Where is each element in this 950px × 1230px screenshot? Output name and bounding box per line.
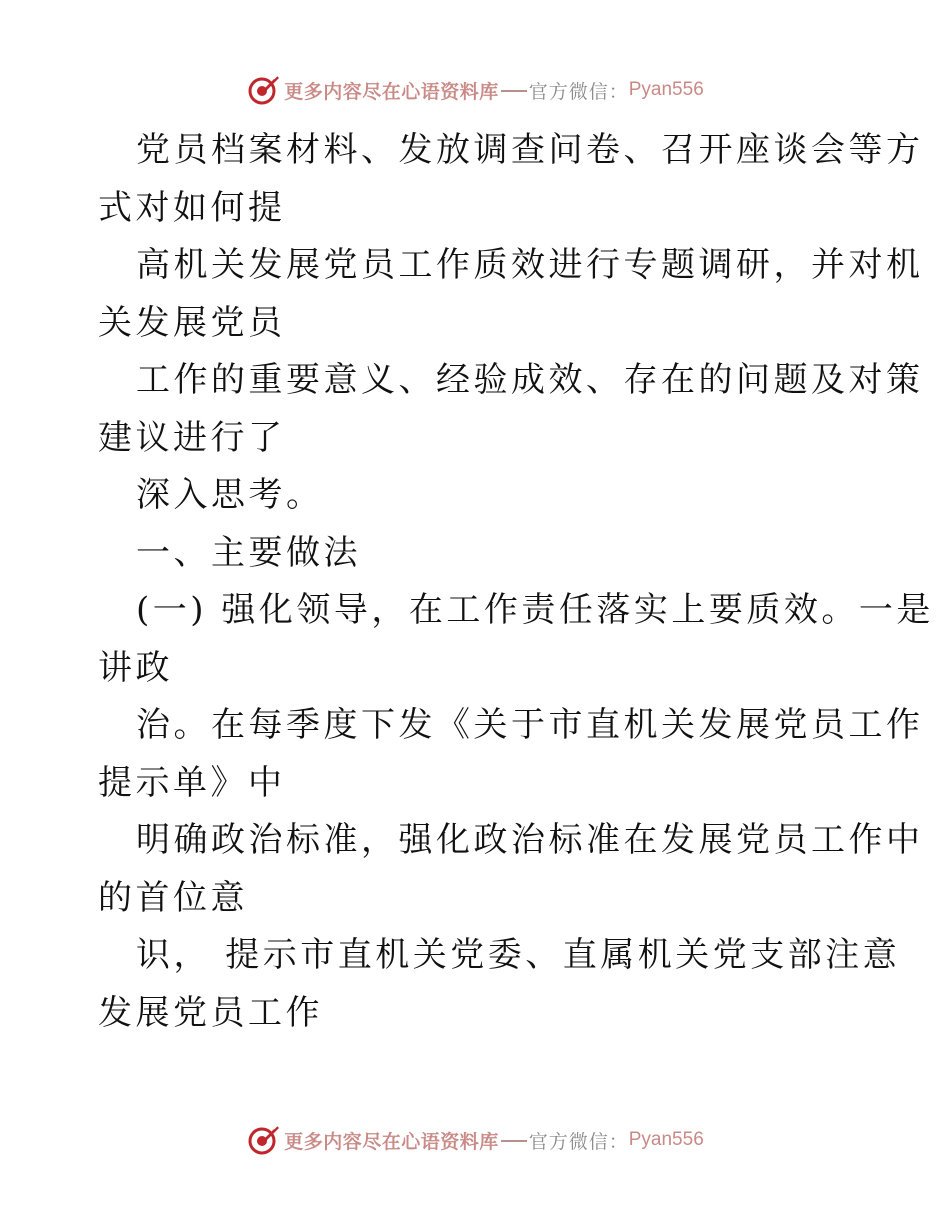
header-watermark-banner <box>0 72 950 108</box>
pen-circle-logo-icon <box>246 73 280 107</box>
body-line: 的首位意 <box>98 877 248 918</box>
subsection-line: (一) 强化领导，在工作责任落实上要质效。一是 <box>136 590 934 630</box>
pen-circle-logo-icon <box>246 1123 280 1157</box>
footer-official-label: 官方微信： <box>528 1130 629 1153</box>
document-body <box>98 122 934 1042</box>
header-official-label: 官方微信： <box>528 80 629 103</box>
body-line: 建议进行了 <box>98 417 286 458</box>
footer-brand-text: 更多内容尽在心语资料库 <box>284 1130 499 1153</box>
body-line: 深入思考。 <box>136 475 324 515</box>
body-line: 高机关发展党员工作质效进行专题调研，并对机 <box>136 245 924 285</box>
body-line: 式对如何提 <box>98 187 286 228</box>
body-line: 工作的重要意义、经验成效、存在的问题及对策 <box>136 360 924 400</box>
body-line: 讲政 <box>98 647 173 688</box>
body-line: 提示单》中 <box>98 762 286 803</box>
section-heading: 一、主要做法 <box>136 532 361 573</box>
body-line: 发展党员工作 <box>98 992 323 1033</box>
header-wechat-id: Pyan556 <box>628 79 704 100</box>
body-line: 关发展党员 <box>98 302 286 343</box>
body-line: 明确政治标准，强化政治标准在发展党员工作中 <box>136 820 924 860</box>
header-dash-divider <box>501 90 527 92</box>
body-line: 治。在每季度下发《关于市直机关发展党员工作 <box>136 705 924 745</box>
header-brand-text: 更多内容尽在心语资料库 <box>284 80 499 103</box>
body-line: 识， 提示市直机关党委、直属机关党支部注意 <box>136 935 901 975</box>
footer-dash-divider <box>501 1140 527 1142</box>
body-line: 党员档案材料、发放调查问卷、召开座谈会等方 <box>136 130 924 170</box>
footer-wechat-id: Pyan556 <box>628 1129 704 1150</box>
footer-watermark-banner <box>0 1122 950 1158</box>
